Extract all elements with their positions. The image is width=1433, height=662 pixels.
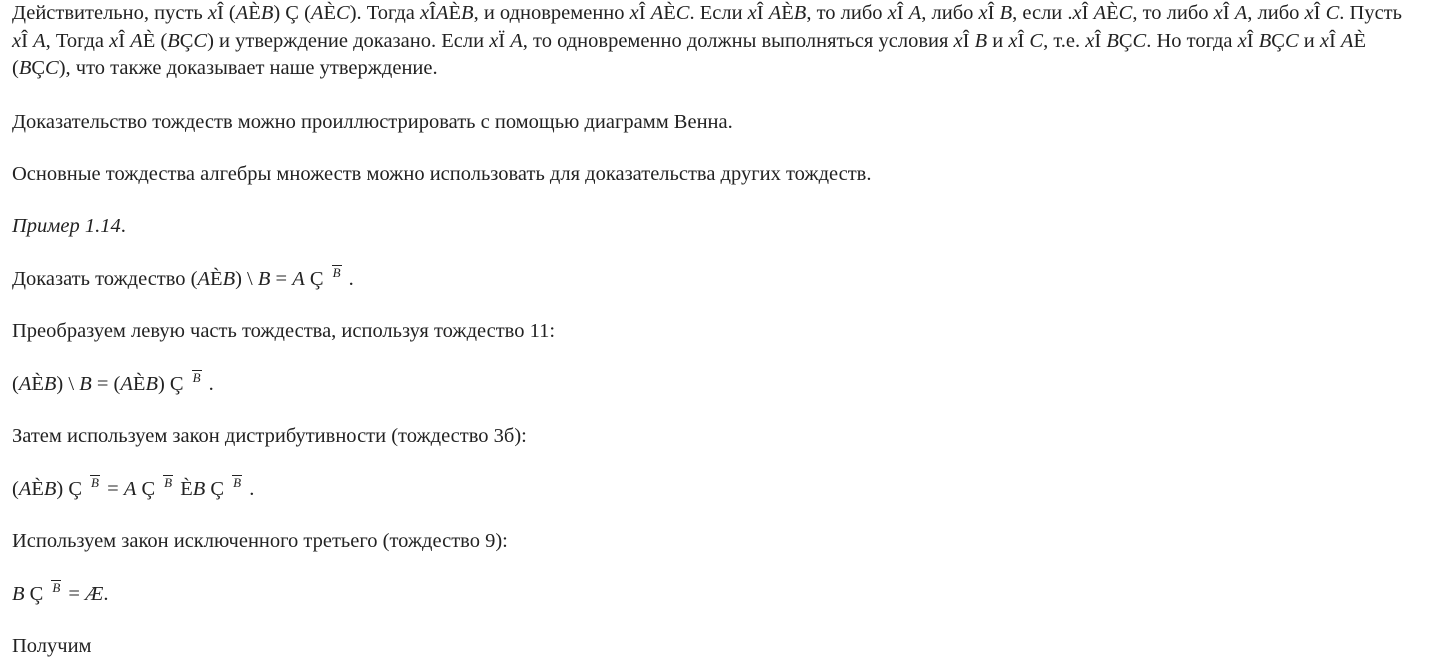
complement-b: B	[332, 264, 341, 280]
paragraph-gap	[12, 135, 1422, 161]
paragraph-gap	[12, 187, 1422, 213]
paragraph-gap	[12, 239, 1422, 265]
paragraph-basic-identities: Основные тождества алгебры множеств можно использовать для доказательства других тождеств.	[12, 162, 872, 185]
text: È	[323, 2, 336, 24]
text: ) и утверждение доказано. Если	[207, 29, 490, 52]
text: Ç	[304, 267, 324, 290]
math-var: A	[33, 29, 46, 52]
math-var: C	[45, 57, 59, 79]
math-var: B	[18, 57, 32, 79]
math-var: A	[1340, 29, 1354, 52]
formula-step-1	[12, 370, 1422, 397]
text: .	[103, 582, 109, 605]
text: ) Ç (	[273, 2, 311, 24]
math-var: A	[123, 477, 137, 500]
math-var: x	[953, 29, 963, 52]
math-var: x	[1237, 29, 1247, 52]
paragraph-gap	[12, 397, 1422, 423]
text: ) Ç	[157, 372, 184, 395]
text: Î	[118, 29, 131, 52]
complement-b: B	[233, 474, 242, 490]
paragraph-gap	[12, 344, 1422, 370]
math-var: A	[1093, 2, 1107, 24]
math-var: C	[1118, 2, 1133, 24]
text: =	[102, 477, 124, 500]
formula-step-3	[12, 580, 1422, 607]
text: Ç	[136, 477, 156, 500]
math-var: C	[1132, 29, 1147, 52]
math-var: C	[1325, 2, 1340, 24]
text: Ç	[205, 477, 225, 500]
text: Î	[1017, 29, 1030, 52]
text: Î	[1081, 2, 1094, 24]
text: Ç	[1118, 29, 1133, 52]
paragraph-we-get: Получим	[12, 634, 92, 657]
math-var: A	[908, 2, 922, 24]
text: È	[132, 372, 146, 395]
math-var: x	[747, 2, 757, 24]
paragraph-gap	[12, 554, 1422, 580]
text: , то одновременно должны выполняться условия	[522, 29, 954, 52]
math-var: C	[1029, 29, 1044, 52]
text: .	[203, 372, 214, 395]
text: ), что также доказывает наше утверждение.	[58, 57, 438, 79]
math-var: A	[130, 29, 143, 52]
math-var: B	[43, 372, 57, 395]
math-var: A	[235, 2, 249, 24]
math-var: B	[79, 372, 92, 395]
text: È	[31, 477, 44, 500]
math-var: x	[1008, 29, 1018, 52]
text: и	[987, 29, 1009, 52]
text: È (	[142, 29, 168, 52]
text: Î	[1094, 29, 1102, 52]
text: È	[663, 2, 676, 24]
text: = (	[91, 372, 121, 395]
paragraph-prove-identity	[12, 265, 1422, 292]
text: Î	[1222, 2, 1235, 24]
math-var: x	[1085, 29, 1095, 52]
paragraph-transform: Преобразуем левую часть тождества, используя тождество 11:	[12, 319, 556, 342]
text: .	[244, 477, 255, 500]
text: . Если	[689, 2, 748, 24]
paragraph-gap	[12, 83, 1422, 109]
math-var: x	[1304, 2, 1314, 24]
math-var: x	[1072, 2, 1082, 24]
math-var: A	[650, 2, 664, 24]
example-label: Пример 1.14	[12, 214, 121, 237]
paragraph-proof	[12, 0, 1422, 83]
paragraph-gap	[12, 607, 1422, 633]
text: , либо	[921, 2, 979, 24]
math-var: B	[793, 2, 807, 24]
text: , если .	[1012, 2, 1073, 24]
text: Действительно, пусть	[12, 2, 208, 24]
text: =	[63, 582, 86, 605]
text: ,	[1247, 2, 1253, 24]
text: Î	[429, 2, 436, 24]
math-var: A	[18, 372, 32, 395]
text: Ï	[498, 29, 511, 52]
math-var: A	[435, 2, 449, 24]
math-var: B	[1258, 29, 1272, 52]
math-var: C	[193, 29, 208, 52]
text: È	[175, 477, 193, 500]
text: Доказать тождество (	[12, 267, 198, 290]
example-heading	[12, 213, 1422, 239]
text: ). Тогда	[349, 2, 421, 24]
math-var: A	[292, 267, 305, 290]
text: (	[12, 477, 19, 500]
math-var: B	[999, 2, 1013, 24]
formula-step-2	[12, 475, 1422, 502]
text: È	[448, 2, 462, 24]
complement-b: B	[164, 474, 173, 490]
math-var: A	[310, 2, 324, 24]
math-var: A	[1234, 2, 1248, 24]
text: . Но тогда	[1146, 29, 1238, 52]
text: Î	[21, 29, 34, 52]
math-var: x	[12, 29, 22, 52]
math-var: C	[336, 2, 350, 24]
paragraph-distributivity: Затем используем закон дистрибутивности (тождество 3б):	[12, 424, 527, 447]
text: . Пусть	[1339, 2, 1402, 24]
math-var: B	[145, 372, 158, 395]
text: ) \	[56, 372, 80, 395]
paragraph-gap	[12, 449, 1422, 475]
math-var: A	[768, 2, 782, 24]
complement-b: B	[192, 369, 201, 385]
text: , то либо	[806, 2, 888, 24]
text: Î	[987, 2, 1000, 24]
text: ) Ç	[56, 477, 83, 500]
paragraph-excluded-middle: Используем закон исключенного третьего (тождество 9):	[12, 529, 508, 552]
math-var: x	[629, 2, 639, 24]
text: ) \	[235, 267, 258, 290]
paragraph-venn: Доказательство тождеств можно проиллюстрировать с помощью диаграмм Венна.	[12, 110, 733, 133]
text: È (	[12, 29, 1366, 79]
text: Î	[1246, 29, 1259, 52]
math-var: A	[120, 372, 133, 395]
math-var: B	[257, 267, 271, 290]
text: Ç	[1271, 29, 1285, 52]
math-var: C	[675, 2, 690, 24]
text: =	[270, 267, 293, 290]
document-body	[12, 0, 1422, 659]
math-var: B	[222, 267, 236, 290]
math-var: x	[1319, 29, 1329, 52]
math-var: B	[1106, 29, 1119, 52]
math-var: B	[43, 477, 57, 500]
text: Î	[1313, 2, 1326, 24]
complement-b: B	[91, 474, 99, 490]
math-var: C	[1284, 29, 1299, 52]
text: Î	[962, 29, 975, 52]
empty-set-symbol: Æ	[85, 582, 104, 605]
text: Ç	[24, 582, 44, 605]
text: .	[343, 267, 354, 290]
math-var: x	[978, 2, 988, 24]
text: È	[31, 372, 44, 395]
math-var: A	[18, 477, 32, 500]
text: Î	[896, 2, 909, 24]
paragraph-gap	[12, 502, 1422, 528]
text: Î	[756, 2, 769, 24]
text: , Тогда	[45, 29, 110, 52]
math-var: x	[489, 29, 499, 52]
paragraph-gap	[12, 292, 1422, 318]
text: Î (	[216, 2, 236, 24]
math-var: B	[192, 477, 206, 500]
math-var: x	[887, 2, 897, 24]
text: и	[1298, 29, 1320, 52]
math-var: x	[207, 2, 217, 24]
math-var: A	[510, 29, 523, 52]
text: , и одновременно	[473, 2, 630, 24]
text: , то либо	[1132, 2, 1214, 24]
text: È	[781, 2, 794, 24]
math-var: B	[167, 29, 180, 52]
text: либо	[1257, 2, 1305, 24]
text: Î	[638, 2, 651, 24]
text: Ç	[179, 29, 194, 52]
math-var: B	[974, 29, 988, 52]
math-var: B	[12, 582, 25, 605]
math-var: B	[461, 2, 474, 24]
complement-b: B	[52, 579, 61, 595]
text: È	[248, 2, 261, 24]
math-var: B	[260, 2, 274, 24]
text: Î	[1328, 29, 1341, 52]
math-var: A	[197, 267, 211, 290]
text: (	[12, 372, 19, 395]
text: È	[210, 267, 223, 290]
text: .	[120, 214, 126, 237]
math-var: x	[1213, 2, 1223, 24]
text: , т.е.	[1043, 29, 1086, 52]
text: È	[1106, 2, 1119, 24]
math-var: x	[109, 29, 119, 52]
math-var: x	[420, 2, 430, 24]
text: Ç	[31, 57, 46, 79]
